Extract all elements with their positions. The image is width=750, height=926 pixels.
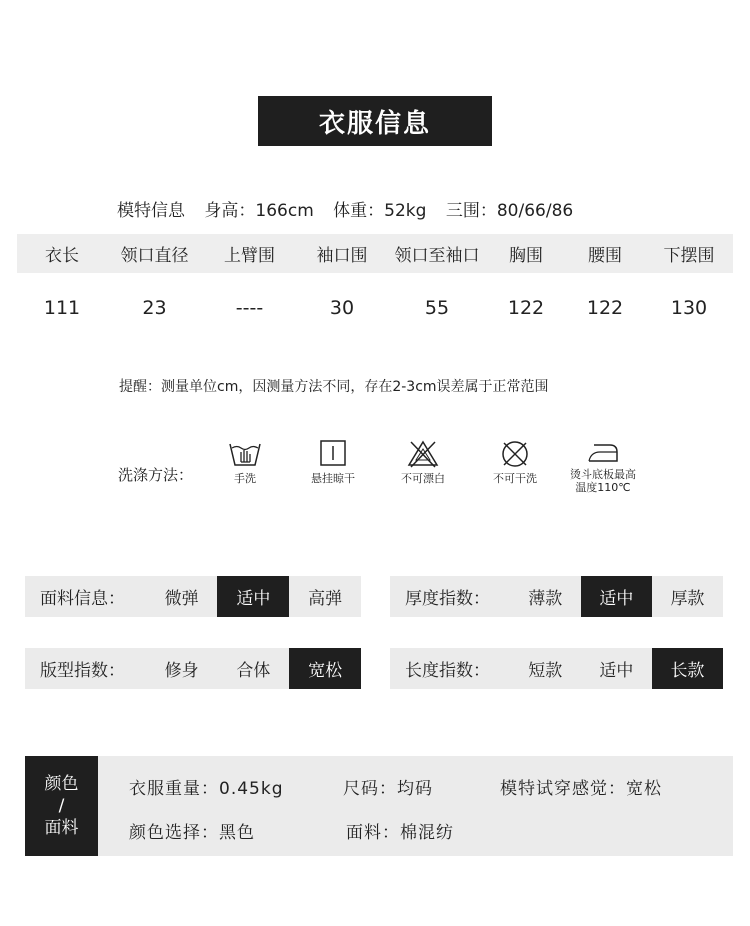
wash-item-hang-dry: [291, 440, 375, 485]
wash-item-text: 烫斗底板最高: [570, 468, 636, 481]
size-header-cell: 领口直径: [120, 246, 189, 266]
wash-item-text: 不可漂白: [401, 472, 445, 485]
length-option: 适中: [599, 661, 634, 681]
model-fit-feel: 模特试穿感觉：宽松: [500, 779, 662, 799]
thickness-option: 厚款: [670, 589, 705, 609]
size-header-cell: 领口至袖口: [394, 246, 480, 266]
wash-item-text: 悬挂晾干: [311, 472, 355, 485]
fabric-index-bar: [25, 576, 361, 617]
wash-item-no-dry-clean: [473, 440, 557, 485]
size-header-cell: 上臂围: [224, 246, 275, 266]
model-info: [117, 196, 587, 221]
size-value-cell: 30: [329, 297, 355, 319]
size-table-header: [17, 234, 733, 273]
size-value-cell: ----: [235, 297, 264, 319]
model-height: 身高：166cm: [204, 201, 314, 221]
thickness-option: 薄款: [528, 589, 563, 609]
garment-size: 尺码：均码: [343, 779, 433, 799]
size-value-cell: 130: [670, 297, 708, 319]
length-index-label: 长度指数：: [405, 661, 490, 681]
garment-weight: 衣服重量：0.45kg: [129, 779, 284, 799]
size-value-cell: 122: [507, 297, 545, 319]
fit-index-bar: [25, 648, 361, 689]
size-header-cell: 腰围: [588, 246, 622, 266]
fit-option: 合体: [236, 661, 271, 681]
tag-line-color: 颜色: [44, 774, 79, 794]
size-value-cell: 23: [142, 297, 167, 319]
fit-option-selected: 宽松: [289, 648, 361, 689]
measurement-tip: 提醒：测量单位cm，因测量方法不同，存在2-3cm误差属于正常范围: [119, 379, 549, 395]
no-dry-clean-icon: [498, 440, 532, 468]
model-measurements: 三围：80/66/86: [445, 201, 574, 221]
fabric-index-label: 面料信息：: [40, 589, 125, 609]
wash-item-text: 手洗: [234, 472, 256, 485]
fit-option: 修身: [164, 661, 199, 681]
hand-wash-icon: [228, 440, 262, 468]
tag-separator: /: [58, 796, 65, 816]
size-header-cell: 胸围: [509, 246, 543, 266]
size-table-row: [17, 290, 733, 326]
washing-label: 洗涤方法：: [118, 466, 194, 484]
model-weight: 体重：52kg: [333, 201, 427, 221]
fabric-option-selected: 适中: [217, 576, 289, 617]
size-value-cell: 122: [586, 297, 624, 319]
wash-item-no-bleach: [381, 440, 465, 485]
length-option: 短款: [528, 661, 563, 681]
hang-dry-icon: [316, 440, 350, 468]
thickness-index-label: 厚度指数：: [405, 589, 490, 609]
fabric-option: 高弹: [308, 589, 343, 609]
no-bleach-icon: [406, 440, 440, 468]
wash-item-iron: [561, 440, 645, 494]
fabric-option: 微弹: [164, 589, 199, 609]
length-option-selected: 长款: [652, 648, 723, 689]
fit-index-label: 版型指数：: [40, 661, 125, 681]
size-value-cell: 55: [424, 297, 450, 319]
thickness-index-bar: [390, 576, 723, 617]
wash-item-text: 不可干洗: [493, 472, 537, 485]
length-index-bar: [390, 648, 723, 689]
page-title: 衣服信息: [258, 96, 492, 146]
tag-line-fabric: 面料: [44, 818, 79, 838]
wash-item-hand-wash: [203, 440, 287, 485]
color-fabric-tag: [25, 756, 98, 856]
size-header-cell: 袖口围: [316, 246, 368, 266]
wash-item-text: 温度110℃: [575, 481, 631, 494]
color-choice: 颜色选择：黑色: [129, 823, 255, 843]
model-label: 模特信息: [117, 201, 185, 221]
iron-icon: [586, 440, 620, 464]
thickness-option-selected: 适中: [581, 576, 652, 617]
size-header-cell: 衣长: [45, 246, 79, 266]
size-value-cell: 111: [43, 297, 81, 319]
fabric-material: 面料：棉混纺: [346, 823, 454, 843]
size-header-cell: 下摆围: [663, 246, 715, 266]
